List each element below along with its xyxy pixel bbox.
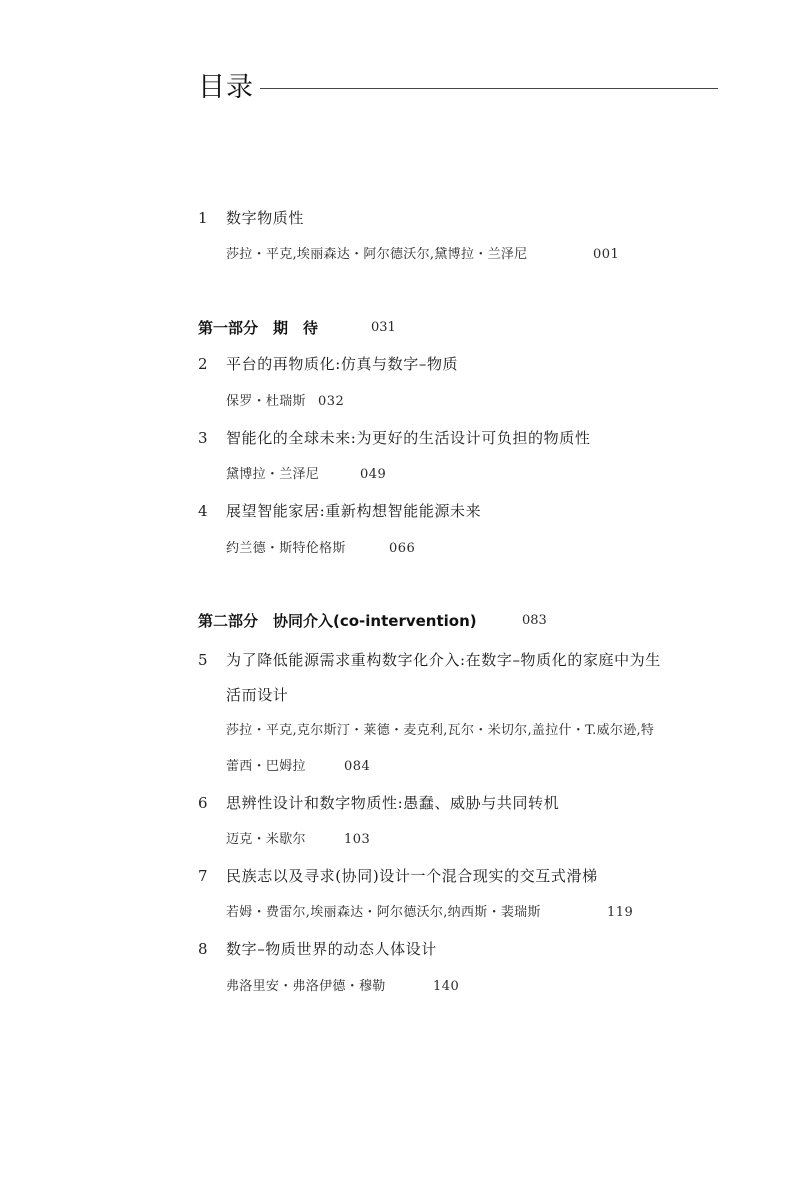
chapter-2-page: 032 — [318, 394, 345, 409]
chapter-7-title[interactable]: 民族志以及寻求(协同)设计一个混合现实的交互式滑梯 — [226, 867, 598, 885]
chapter-6-title[interactable]: 思辨性设计和数字物质性:愚蠢、威胁与共同转机 — [226, 794, 560, 812]
chapter-5-number: 5 — [198, 651, 208, 669]
chapter-4-authors: 约兰德・斯特伦格斯 — [226, 541, 346, 556]
page-title: 目录 — [198, 72, 254, 103]
chapter-7-number: 7 — [198, 867, 208, 885]
chapter-1-title[interactable]: 数字物质性 — [226, 209, 305, 227]
part-2-page: 083 — [522, 613, 547, 628]
title-rule — [260, 88, 718, 89]
chapter-2-title[interactable]: 平台的再物质化:仿真与数字–物质 — [226, 355, 459, 373]
chapter-7-page: 119 — [607, 905, 634, 920]
chapter-6-page: 103 — [344, 832, 371, 847]
part-2-title[interactable]: 第二部分 协同介入(co-intervention) — [198, 612, 477, 630]
chapter-3-page: 049 — [360, 467, 387, 482]
chapter-6-authors: 迈克・米歇尔 — [226, 832, 306, 847]
chapter-5-authors-line-2: 蕾西・巴姆拉 — [226, 759, 306, 774]
chapter-6-number: 6 — [198, 794, 208, 812]
chapter-7-authors: 若姆・费雷尔,埃丽森达・阿尔德沃尔,纳西斯・裴瑞斯 — [226, 905, 541, 920]
chapter-5-title-line-2[interactable]: 活而设计 — [226, 686, 289, 704]
chapter-5-title-line-1[interactable]: 为了降低能源需求重构数字化介入:在数字–物质化的家庭中为生 — [226, 651, 661, 669]
chapter-1-authors: 莎拉・平克,埃丽森达・阿尔德沃尔,黛博拉・兰泽尼 — [226, 247, 528, 262]
chapter-5-authors-line-1: 莎拉・平克,克尔斯汀・莱德・麦克利,瓦尔・米切尔,盖拉什・T.威尔逊,特 — [226, 723, 655, 738]
chapter-2-number: 2 — [198, 355, 208, 373]
part-1-title[interactable]: 第一部分 期 待 — [198, 319, 319, 337]
chapter-1-page: 001 — [593, 247, 620, 262]
chapter-8-page: 140 — [433, 979, 460, 994]
chapter-2-authors: 保罗・杜瑞斯 — [226, 394, 306, 409]
chapter-3-number: 3 — [198, 429, 208, 447]
chapter-4-number: 4 — [198, 502, 208, 520]
chapter-5-page: 084 — [344, 759, 371, 774]
chapter-4-title[interactable]: 展望智能家居:重新构想智能能源未来 — [226, 502, 482, 520]
toc-header — [198, 70, 720, 110]
chapter-1-number: 1 — [198, 209, 208, 227]
chapter-8-authors: 弗洛里安・弗洛伊德・穆勒 — [226, 979, 386, 994]
part-1-page: 031 — [371, 320, 396, 335]
chapter-3-authors: 黛博拉・兰泽尼 — [226, 467, 320, 482]
chapter-8-number: 8 — [198, 940, 208, 958]
chapter-4-page: 066 — [389, 541, 416, 556]
chapter-8-title[interactable]: 数字–物质世界的动态人体设计 — [226, 940, 437, 958]
chapter-3-title[interactable]: 智能化的全球未来:为更好的生活设计可负担的物质性 — [226, 429, 591, 447]
